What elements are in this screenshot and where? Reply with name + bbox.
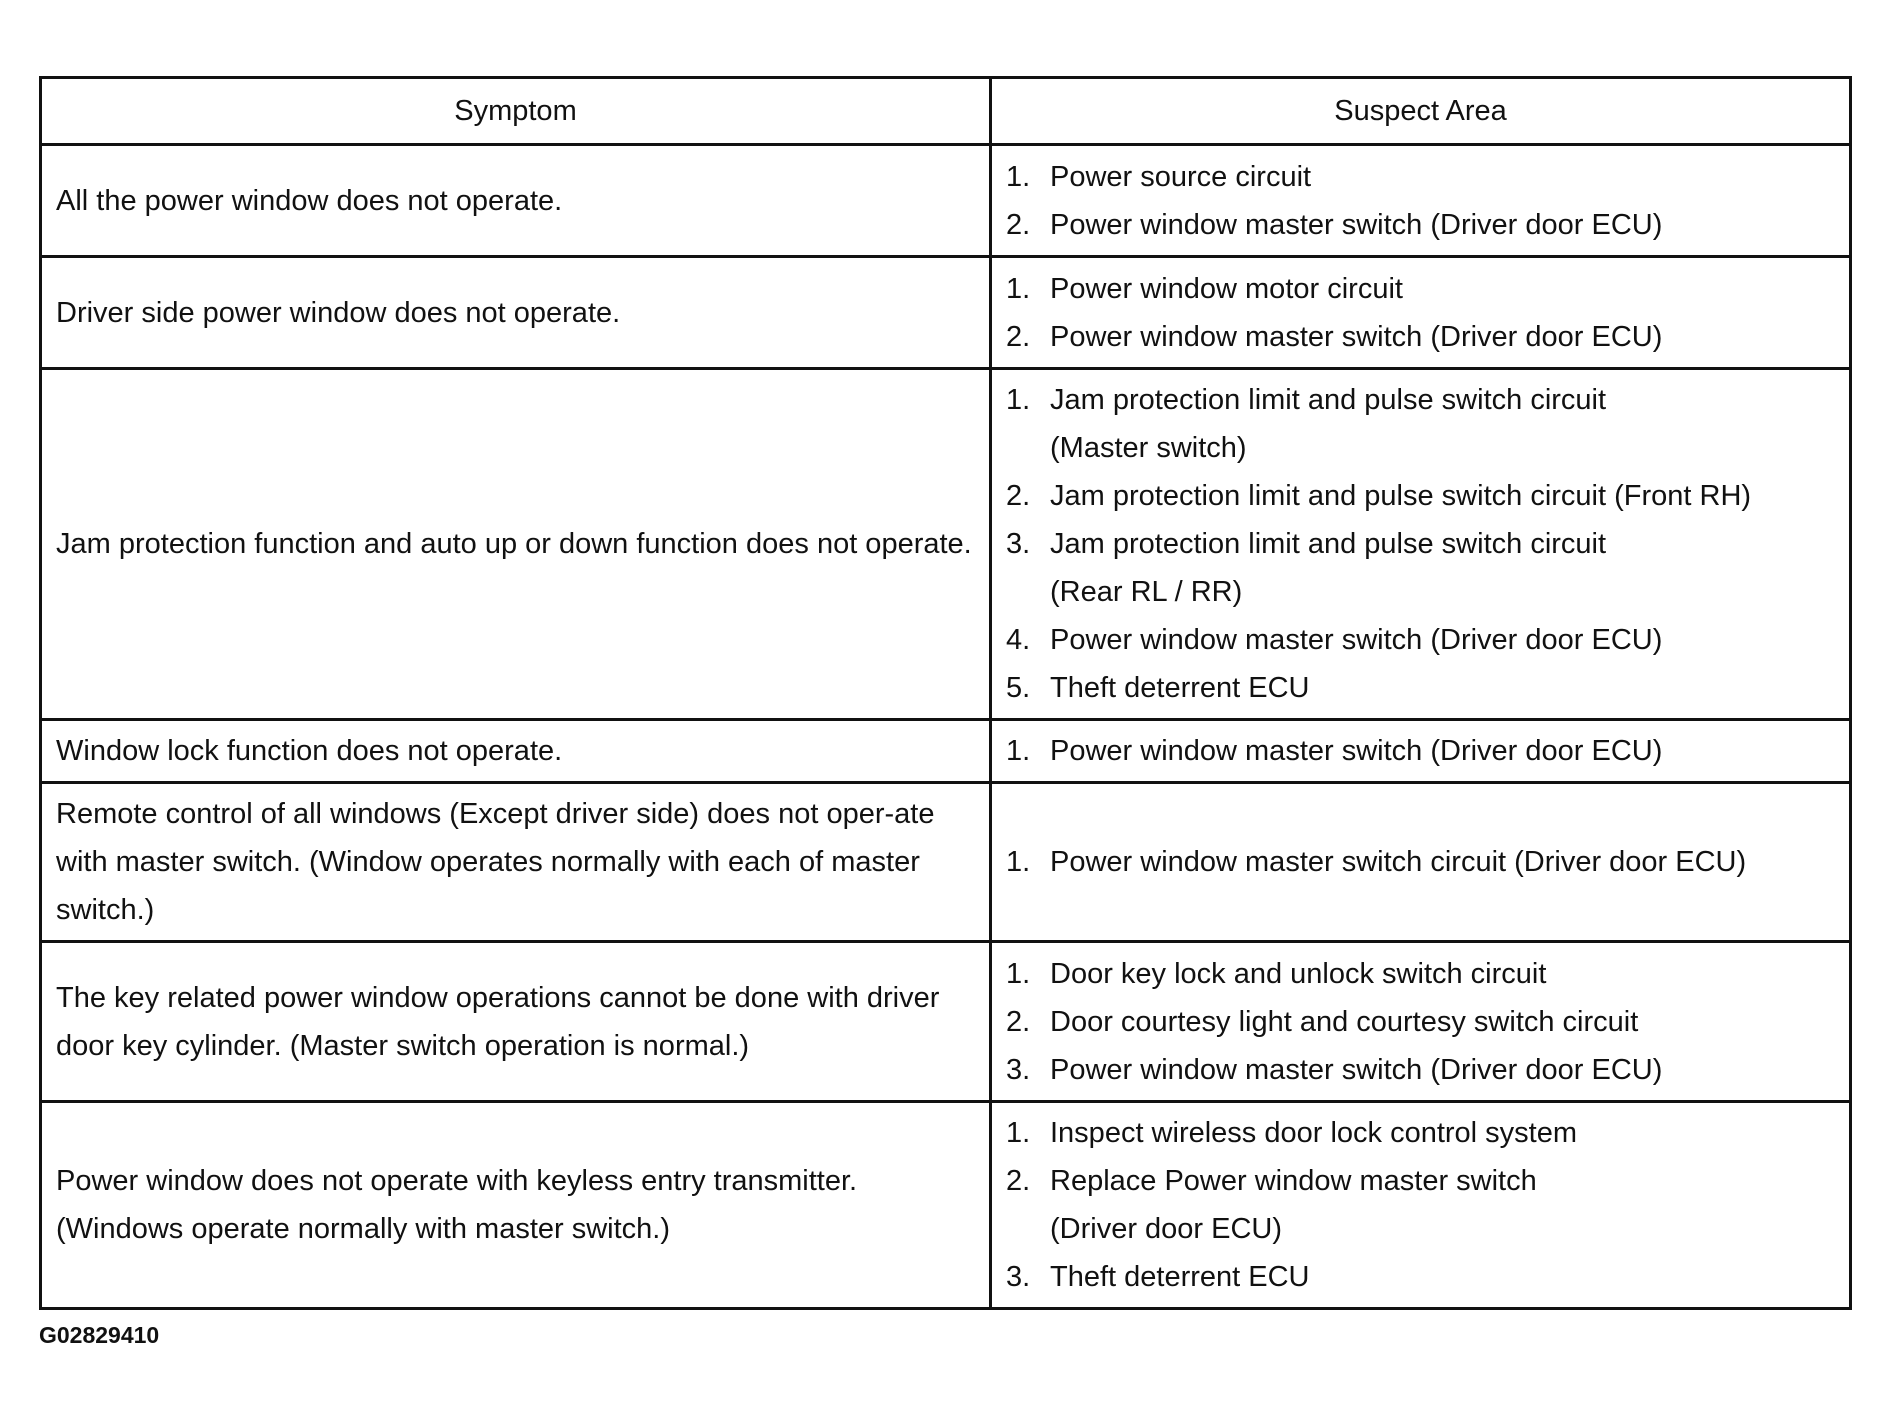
table-row	[41, 942, 1851, 1102]
suspect-area-cell	[991, 145, 1851, 257]
suspect-item	[1006, 664, 1835, 712]
suspect-text: Jam protection limit and pulse switch circuit (Master switch)	[1050, 384, 1607, 464]
suspect-list	[1006, 153, 1835, 249]
suspect-item	[1006, 201, 1835, 249]
symptom-cell: Remote control of all windows (Except driver side) does not oper-ate with master switch. (Window operates normally with each of master switch.)	[41, 783, 991, 942]
suspect-list	[1006, 950, 1835, 1094]
suspect-number: 2.	[1006, 208, 1031, 241]
suspect-text: Power window motor circuit	[1050, 272, 1403, 305]
suspect-item	[1006, 727, 1835, 775]
suspect-number: 1.	[1006, 160, 1031, 193]
suspect-text: Jam protection limit and pulse switch circuit (Rear RL / RR)	[1050, 528, 1607, 608]
suspect-item	[1006, 472, 1835, 520]
suspect-list	[1006, 727, 1835, 775]
table-row	[41, 257, 1851, 369]
symptom-cell: All the power window does not operate.	[41, 145, 991, 257]
suspect-area-cell	[991, 1102, 1851, 1309]
suspect-text: Replace Power window master switch (Driver door ECU)	[1050, 1165, 1537, 1245]
suspect-text: Theft deterrent ECU	[1050, 1261, 1310, 1293]
suspect-item	[1006, 1253, 1835, 1301]
symptom-cell: Power window does not operate with keyless entry transmitter. (Windows operate normally with master switch.)	[41, 1102, 991, 1309]
table-row	[41, 783, 1851, 942]
suspect-item	[1006, 1157, 1835, 1253]
suspect-text: Power window master switch (Driver door ECU)	[1050, 1053, 1663, 1086]
suspect-item	[1006, 950, 1835, 998]
symptom-cell: The key related power window operations cannot be done with driver door key cylinder. (Master switch operation is normal.)	[41, 942, 991, 1102]
suspect-number: 1.	[1006, 957, 1031, 990]
header-suspect-area: Suspect Area	[991, 78, 1851, 145]
symptom-cell: Jam protection function and auto up or down function does not operate.	[41, 369, 991, 720]
suspect-item	[1006, 838, 1835, 886]
header-symptom: Symptom	[41, 78, 991, 145]
suspect-area-cell	[991, 783, 1851, 942]
suspect-number: 3.	[1006, 528, 1031, 560]
suspect-item	[1006, 313, 1835, 361]
suspect-number: 2.	[1006, 1165, 1031, 1197]
suspect-text: Power source circuit	[1050, 160, 1312, 193]
suspect-area-cell	[991, 369, 1851, 720]
suspect-number: 3.	[1006, 1261, 1031, 1293]
suspect-area-cell	[991, 720, 1851, 783]
suspect-text: Door courtesy light and courtesy switch circuit	[1050, 1005, 1639, 1038]
suspect-text: Door key lock and unlock switch circuit	[1050, 957, 1547, 990]
suspect-area-cell	[991, 257, 1851, 369]
table-row	[41, 720, 1851, 783]
suspect-text: Jam protection limit and pulse switch circuit (Front RH)	[1050, 480, 1752, 512]
suspect-text: Power window master switch (Driver door ECU)	[1050, 320, 1663, 353]
figure-code: G02829410	[39, 1322, 160, 1348]
suspect-text: Power window master switch (Driver door ECU)	[1050, 208, 1663, 241]
suspect-item	[1006, 1046, 1835, 1094]
suspect-item	[1006, 376, 1835, 472]
suspect-text: Power window master switch (Driver door ECU)	[1050, 624, 1663, 656]
suspect-number: 1.	[1006, 272, 1031, 305]
suspect-item	[1006, 520, 1835, 616]
suspect-number: 1.	[1006, 735, 1031, 767]
suspect-number: 2.	[1006, 320, 1031, 353]
suspect-number: 5.	[1006, 672, 1031, 704]
suspect-number: 2.	[1006, 1005, 1031, 1038]
suspect-number: 1.	[1006, 1117, 1031, 1149]
suspect-number: 1.	[1006, 846, 1031, 878]
symptom-cell: Driver side power window does not operate.	[41, 257, 991, 369]
suspect-number: 4.	[1006, 624, 1031, 656]
suspect-item	[1006, 265, 1835, 313]
table-header-row	[41, 78, 1851, 145]
symptom-suspect-table	[39, 76, 1852, 1310]
symptom-cell: Window lock function does not operate.	[41, 720, 991, 783]
suspect-text: Power window master switch circuit (Driver door ECU)	[1050, 846, 1747, 878]
table-row	[41, 1102, 1851, 1309]
suspect-text: Theft deterrent ECU	[1050, 672, 1310, 704]
suspect-text: Power window master switch (Driver door ECU)	[1050, 735, 1663, 767]
suspect-list	[1006, 376, 1835, 712]
suspect-number: 2.	[1006, 480, 1031, 512]
suspect-item	[1006, 153, 1835, 201]
suspect-list	[1006, 1109, 1835, 1301]
suspect-item	[1006, 998, 1835, 1046]
suspect-list	[1006, 265, 1835, 361]
suspect-number: 3.	[1006, 1053, 1031, 1086]
suspect-number: 1.	[1006, 384, 1031, 416]
suspect-area-cell	[991, 942, 1851, 1102]
suspect-item	[1006, 1109, 1835, 1157]
suspect-text: Inspect wireless door lock control system	[1050, 1117, 1578, 1149]
table-row	[41, 369, 1851, 720]
troubleshooting-table-container	[39, 76, 1849, 1310]
suspect-item	[1006, 616, 1835, 664]
suspect-list	[1006, 838, 1835, 886]
table-row	[41, 145, 1851, 257]
